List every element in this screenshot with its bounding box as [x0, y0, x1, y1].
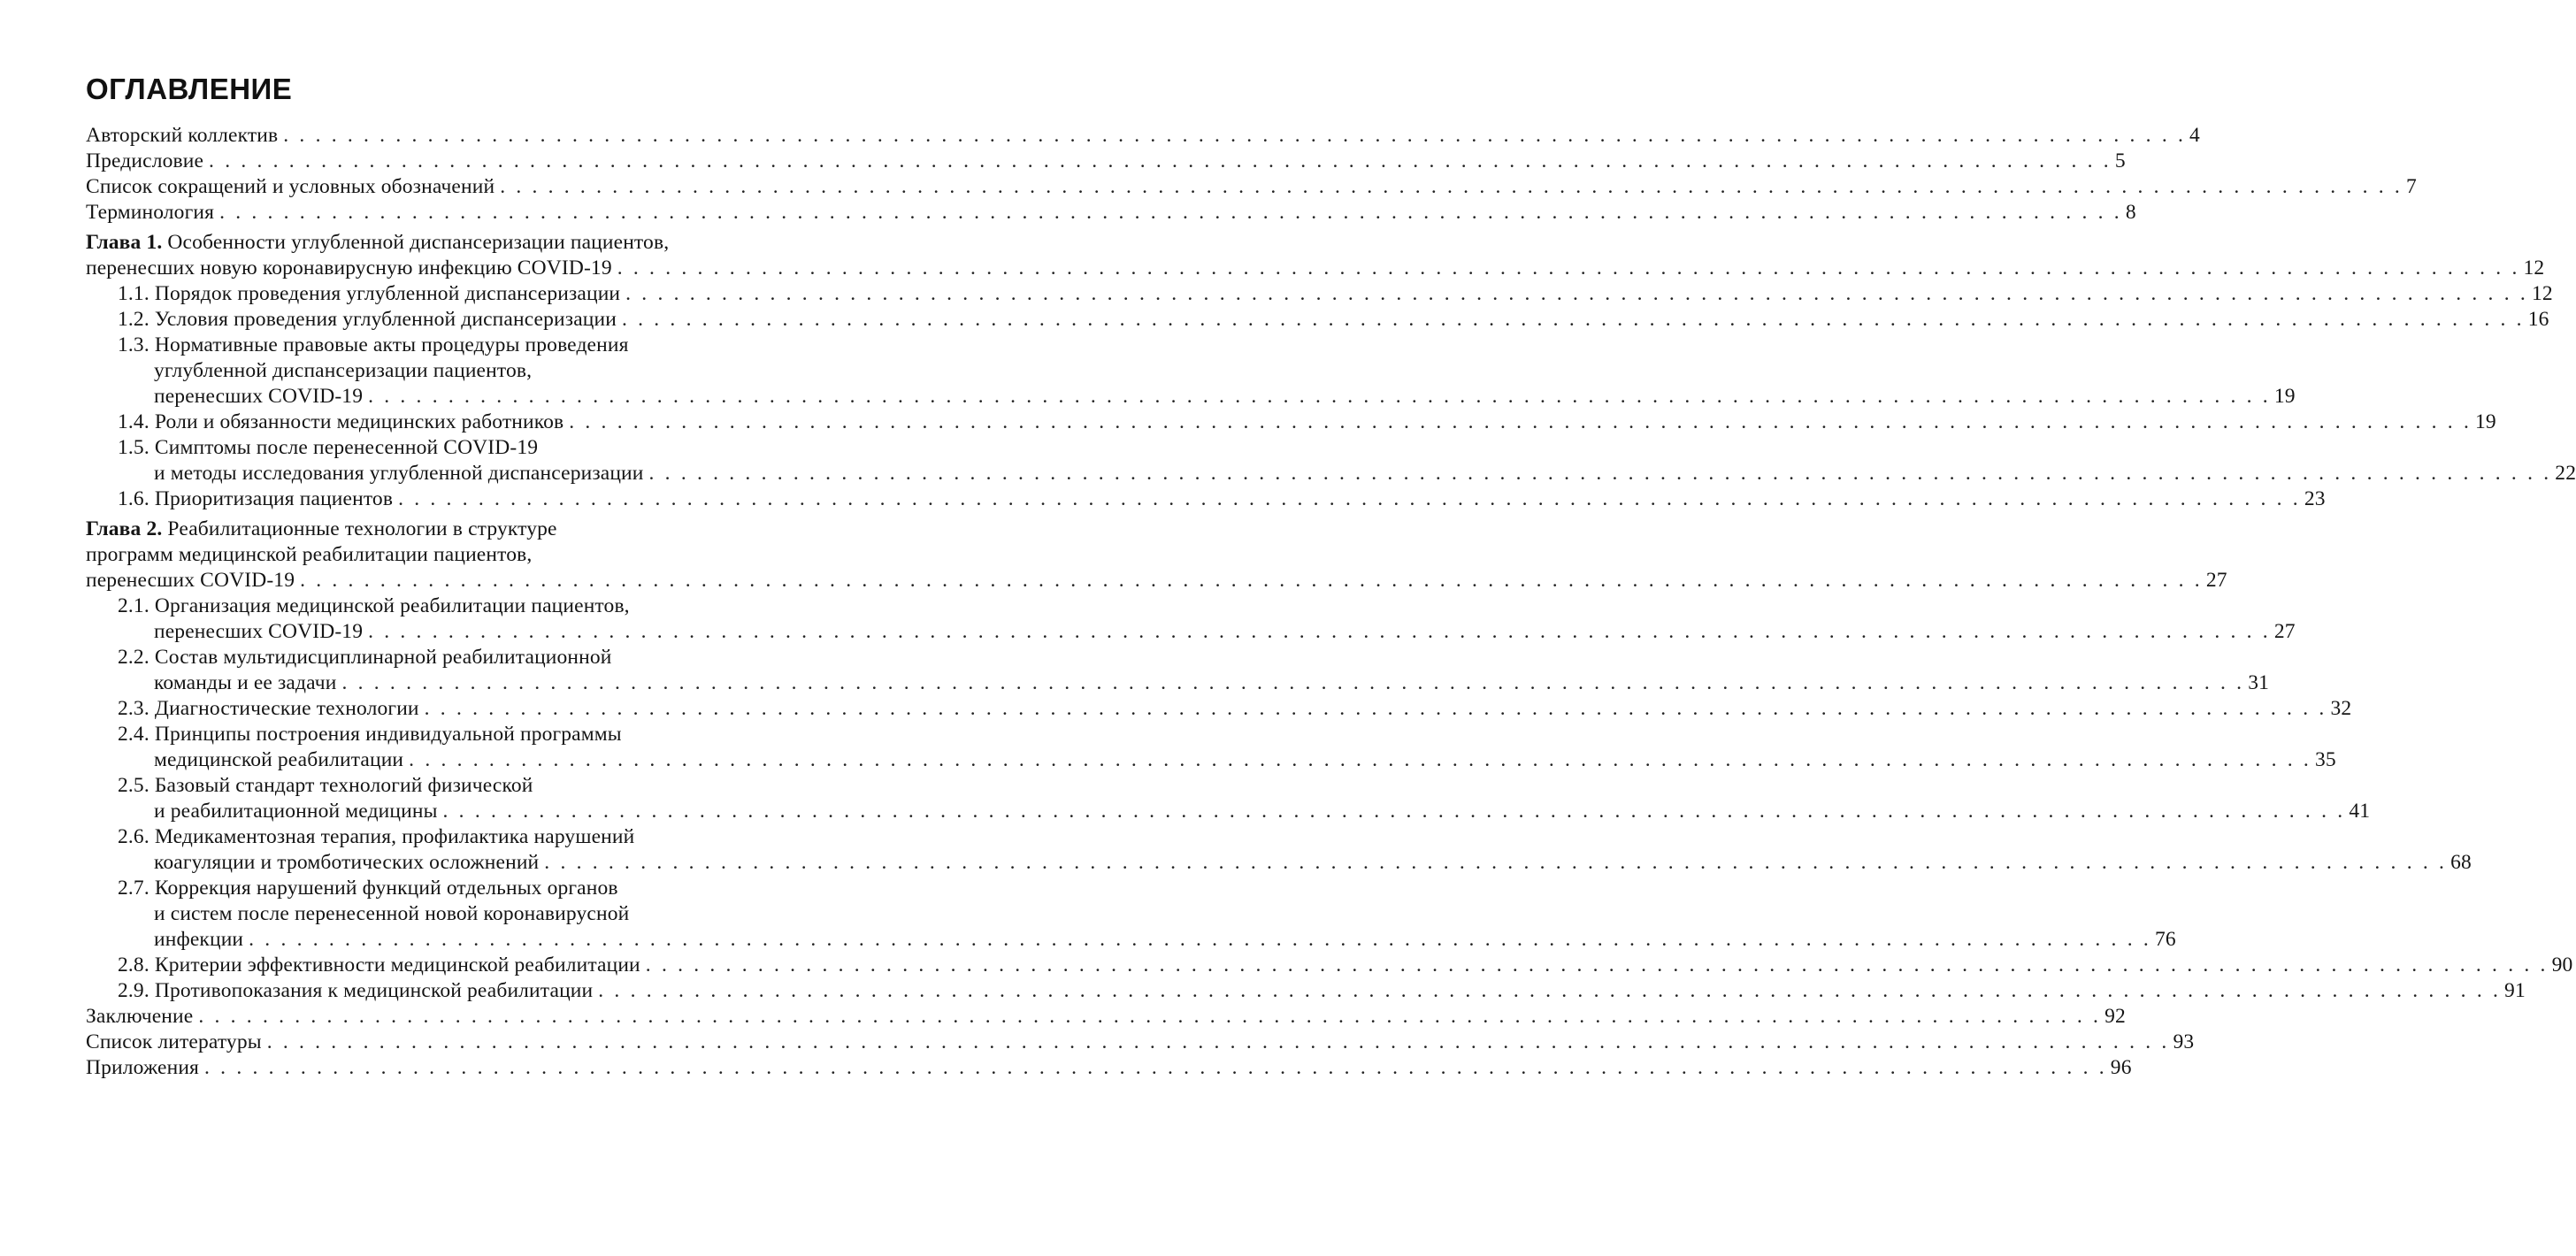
toc-page-number: 68 [2450, 851, 2472, 874]
toc-entry-title-cont: перенесших COVID-19 [86, 569, 295, 592]
dot-leader: . . . . . . . . . . . . . . . . . . . . . . . . . . . . . . . . . . . . . . . . . . . . . . . . . . . . . . . . . . . . . . . . . . . . . . . . . . . . . . . . . . . . . . . . . . . . . . . . . . . . . . . . . . . . . . . . . . . . . . . [544, 851, 2448, 874]
toc-entry-title: Условия проведения углубленной диспансеризации [154, 308, 617, 331]
dot-leader: . . . . . . . . . . . . . . . . . . . . . . . . . . . . . . . . . . . . . . . . . . . . . . . . . . . . . . . . . . . . . . . . . . . . . . . . . . . . . . . . . . . . . . . . . . . . . . . . . . . . . . . . . . . . . . . . . . . . . . . [341, 671, 2245, 694]
toc-entry-title-cont: инфекции [154, 928, 244, 951]
toc-entry-abbreviations[interactable] [86, 174, 2417, 200]
toc-entry-title: Приоритизация пациентов [154, 487, 394, 510]
toc-entry-title: Терминология [86, 201, 215, 224]
toc-entry-title: Базовый стандарт технологий физической [154, 774, 533, 797]
section-number: 2.7. [118, 877, 150, 900]
toc-entry-appendix[interactable] [86, 1055, 2132, 1081]
toc-entry-title-cont: перенесших COVID-19 [154, 620, 364, 643]
toc-entry-title: Принципы построения индивидуальной программы [154, 723, 622, 746]
toc-entry-section-2-1[interactable] [86, 594, 2296, 645]
dot-leader: . . . . . . . . . . . . . . . . . . . . . . . . . . . . . . . . . . . . . . . . . . . . . . . . . . . . . . . . . . . . . . . . . . . . . . . . . . . . . . . . . . . . . . . . . . . . . . . . . . . . . . . . . . . . . . . . . . . . . . . [209, 149, 2112, 172]
toc-entry-conclusion[interactable] [86, 1004, 2126, 1030]
toc-page-number: 19 [2273, 385, 2296, 408]
toc-entry-terminology[interactable] [86, 200, 2136, 226]
toc-entry-section-1-5[interactable] [86, 435, 2576, 486]
section-number: 2.9. [118, 979, 150, 1002]
toc-page-number: 19 [2475, 410, 2496, 433]
toc-page-number: 16 [2527, 308, 2549, 331]
toc-entry-section-1-3[interactable] [86, 333, 2296, 410]
toc-entry-title: Нормативные правовые акты процедуры проведения [154, 333, 629, 356]
toc-page-number: 96 [2110, 1056, 2132, 1079]
dot-leader: . . . . . . . . . . . . . . . . . . . . . . . . . . . . . . . . . . . . . . . . . . . . . . . . . . . . . . . . . . . . . . . . . . . . . . . . . . . . . . . . . . . . . . . . . . . . . . . . . . . . . . . . . . . . . . . . . . . . . . . [368, 620, 2271, 643]
toc-entry-title: Критерии эффективности медицинской реабилитации [154, 953, 640, 976]
section-number: 1.4. [118, 410, 150, 433]
page-title: ОГЛАВЛЕНИЕ [86, 73, 293, 105]
section-number: 2.5. [118, 774, 150, 797]
toc-page-number: 22 [2555, 462, 2576, 485]
dot-leader: . . . . . . . . . . . . . . . . . . . . . . . . . . . . . . . . . . . . . . . . . . . . . . . . . . . . . . . . . . . . . . . . . . . . . . . . . . . . . . . . . . . . . . . . . . . . . . . . . . . . . . . . . . . . . . . . . . . . . . . [266, 1030, 2170, 1053]
toc-entry-preface[interactable] [86, 149, 2126, 174]
section-number: 2.6. [118, 825, 150, 848]
dot-leader: . . . . . . . . . . . . . . . . . . . . . . . . . . . . . . . . . . . . . . . . . . . . . . . . . . . . . . . . . . . . . . . . . . . . . . . . . . . . . . . . . . . . . . . . . . . . . . . . . . . . . . . . . . . . . . . . . . . . . . . [283, 124, 2187, 147]
toc-page-number: 91 [2504, 979, 2526, 1002]
toc-entry-title: Организация медицинской реабилитации пациентов, [154, 594, 630, 617]
section-number: 2.8. [118, 953, 150, 976]
toc-page-number: 4 [2189, 124, 2200, 147]
section-number: 1.6. [118, 487, 150, 510]
toc-entry-title: Диагностические технологии [154, 697, 419, 720]
toc-page-number: 31 [2248, 671, 2270, 694]
section-number: 2.3. [118, 697, 150, 720]
toc-entry-title: Предисловие [86, 149, 204, 172]
dot-leader: . . . . . . . . . . . . . . . . . . . . . . . . . . . . . . . . . . . . . . . . . . . . . . . . . . . . . . . . . . . . . . . . . . . . . . . . . . . . . . . . . . . . . . . . . . . . . . . . . . . . . . . . . . . . . . . . . . . . . . . [409, 748, 2312, 771]
toc-page-number: 32 [2330, 697, 2352, 720]
toc-entry-section-2-9[interactable] [86, 978, 2526, 1004]
toc-page-number: 27 [2273, 620, 2296, 643]
dot-leader: . . . . . . . . . . . . . . . . . . . . . . . . . . . . . . . . . . . . . . . . . . . . . . . . . . . . . . . . . . . . . . . . . . . . . . . . . . . . . . . . . . . . . . . . . . . . . . . . . . . . . . . . . . . . . . . . . . . . . . . [219, 201, 2122, 224]
toc-page-number: 41 [2349, 800, 2371, 823]
toc-entry-section-2-4[interactable] [86, 722, 2336, 773]
toc-entry-title: Список сокращений и условных обозначений [86, 175, 495, 198]
toc-entry-section-2-7[interactable] [86, 876, 2176, 953]
toc-page-number: 90 [2551, 953, 2573, 976]
section-number: 1.1. [118, 282, 150, 305]
toc-entry-title: Реабилитационные технологии в структуре [167, 517, 557, 540]
toc-entry-title: Коррекция нарушений функций отдельных органов [154, 877, 618, 900]
toc-page-number: 5 [2114, 149, 2126, 172]
table-of-contents [86, 123, 2576, 1081]
toc-entry-section-1-6[interactable] [86, 486, 2326, 512]
toc-page-number: 7 [2405, 175, 2417, 198]
toc-entry-section-2-3[interactable] [86, 696, 2352, 722]
toc-entry-title-cont: медицинской реабилитации [154, 748, 404, 771]
toc-entry-chapter-1[interactable] [86, 230, 2545, 281]
dot-leader: . . . . . . . . . . . . . . . . . . . . . . . . . . . . . . . . . . . . . . . . . . . . . . . . . . . . . . . . . . . . . . . . . . . . . . . . . . . . . . . . . . . . . . . . . . . . . . . . . . . . . . . . . . . . . . . . . . . . . . . [617, 257, 2520, 280]
toc-page-number: 92 [2104, 1005, 2126, 1028]
toc-page-number: 35 [2314, 748, 2336, 771]
dot-leader: . . . . . . . . . . . . . . . . . . . . . . . . . . . . . . . . . . . . . . . . . . . . . . . . . . . . . . . . . . . . . . . . . . . . . . . . . . . . . . . . . . . . . . . . . . . . . . . . . . . . . . . . . . . . . . . . . . . . . . . [648, 462, 2552, 485]
toc-page-number: 23 [2304, 487, 2326, 510]
toc-entry-section-1-1[interactable] [86, 281, 2553, 307]
toc-entry-title: Роли и обязанности медицинских работников [154, 410, 564, 433]
dot-leader: . . . . . . . . . . . . . . . . . . . . . . . . . . . . . . . . . . . . . . . . . . . . . . . . . . . . . . . . . . . . . . . . . . . . . . . . . . . . . . . . . . . . . . . . . . . . . . . . . . . . . . . . . . . . . . . . . . . . . . . [569, 410, 2472, 433]
toc-entry-title: Авторский коллектив [86, 124, 279, 147]
toc-entry-title-cont: коагуляции и тромботических осложнений [154, 851, 540, 874]
chapter-label: Глава 1. [86, 231, 163, 254]
toc-entry-title: Состав мультидисциплинарной реабилитационной [154, 646, 612, 669]
toc-entry-section-2-8[interactable] [86, 953, 2573, 978]
toc-entry-section-2-5[interactable] [86, 773, 2371, 824]
toc-page-number: 12 [2531, 282, 2553, 305]
chapter-label: Глава 2. [86, 517, 163, 540]
toc-entry-title-cont: перенесших COVID-19 [154, 385, 364, 408]
toc-entry-section-2-2[interactable] [86, 645, 2270, 696]
toc-entry-title: Особенности углубленной диспансеризации пациентов, [167, 231, 670, 254]
toc-entry-title: Противопоказания к медицинской реабилитации [154, 979, 594, 1002]
dot-leader: . . . . . . . . . . . . . . . . . . . . . . . . . . . . . . . . . . . . . . . . . . . . . . . . . . . . . . . . . . . . . . . . . . . . . . . . . . . . . . . . . . . . . . . . . . . . . . . . . . . . . . . . . . . . . . . . . . . . . . . [198, 1005, 2102, 1028]
dot-leader: . . . . . . . . . . . . . . . . . . . . . . . . . . . . . . . . . . . . . . . . . . . . . . . . . . . . . . . . . . . . . . . . . . . . . . . . . . . . . . . . . . . . . . . . . . . . . . . . . . . . . . . . . . . . . . . . . . . . . . . [424, 697, 2327, 720]
toc-entry-title: Список литературы [86, 1030, 262, 1053]
toc-page-number: 8 [2125, 201, 2136, 224]
toc-entry-title-cont: перенесших новую коронавирусную инфекцию COVID-19 [86, 257, 612, 280]
toc-page-number: 12 [2523, 257, 2545, 280]
toc-entry-section-1-2[interactable] [86, 307, 2549, 333]
toc-entry-title: Медикаментозная терапия, профилактика нарушений [154, 825, 635, 848]
toc-entry-title: Заключение [86, 1005, 194, 1028]
toc-entry-section-1-4[interactable] [86, 410, 2496, 435]
section-number: 1.3. [118, 333, 150, 356]
dot-leader: . . . . . . . . . . . . . . . . . . . . . . . . . . . . . . . . . . . . . . . . . . . . . . . . . . . . . . . . . . . . . . . . . . . . . . . . . . . . . . . . . . . . . . . . . . . . . . . . . . . . . . . . . . . . . . . . . . . . . . . [645, 953, 2549, 976]
toc-entry-title-cont: программ медицинской реабилитации пациентов, [86, 543, 533, 566]
dot-leader: . . . . . . . . . . . . . . . . . . . . . . . . . . . . . . . . . . . . . . . . . . . . . . . . . . . . . . . . . . . . . . . . . . . . . . . . . . . . . . . . . . . . . . . . . . . . . . . . . . . . . . . . . . . . . . . . . . . . . . . [368, 385, 2271, 408]
dot-leader: . . . . . . . . . . . . . . . . . . . . . . . . . . . . . . . . . . . . . . . . . . . . . . . . . . . . . . . . . . . . . . . . . . . . . . . . . . . . . . . . . . . . . . . . . . . . . . . . . . . . . . . . . . . . . . . . . . . . . . . [204, 1056, 2107, 1079]
toc-page-number: 27 [2205, 569, 2227, 592]
dot-leader: . . . . . . . . . . . . . . . . . . . . . . . . . . . . . . . . . . . . . . . . . . . . . . . . . . . . . . . . . . . . . . . . . . . . . . . . . . . . . . . . . . . . . . . . . . . . . . . . . . . . . . . . . . . . . . . . . . . . . . . [398, 487, 2301, 510]
toc-page-number: 93 [2173, 1030, 2195, 1053]
dot-leader: . . . . . . . . . . . . . . . . . . . . . . . . . . . . . . . . . . . . . . . . . . . . . . . . . . . . . . . . . . . . . . . . . . . . . . . . . . . . . . . . . . . . . . . . . . . . . . . . . . . . . . . . . . . . . . . . . . . . . . . [500, 175, 2403, 198]
toc-entry-title-cont: углубленной диспансеризации пациентов, [154, 359, 533, 382]
dot-leader: . . . . . . . . . . . . . . . . . . . . . . . . . . . . . . . . . . . . . . . . . . . . . . . . . . . . . . . . . . . . . . . . . . . . . . . . . . . . . . . . . . . . . . . . . . . . . . . . . . . . . . . . . . . . . . . . . . . . . . . [249, 928, 2151, 951]
dot-leader: . . . . . . . . . . . . . . . . . . . . . . . . . . . . . . . . . . . . . . . . . . . . . . . . . . . . . . . . . . . . . . . . . . . . . . . . . . . . . . . . . . . . . . . . . . . . . . . . . . . . . . . . . . . . . . . . . . . . . . . [300, 569, 2203, 592]
toc-entry-title: Симптомы после перенесенной COVID-19 [154, 436, 539, 459]
toc-page-number: 76 [2154, 928, 2176, 951]
dot-leader: . . . . . . . . . . . . . . . . . . . . . . . . . . . . . . . . . . . . . . . . . . . . . . . . . . . . . . . . . . . . . . . . . . . . . . . . . . . . . . . . . . . . . . . . . . . . . . . . . . . . . . . . . . . . . . . . . . . . . . . [621, 308, 2525, 331]
toc-entry-title-cont: и методы исследования углубленной диспансеризации [154, 462, 644, 485]
section-number: 1.5. [118, 436, 150, 459]
toc-entry-title: Порядок проведения углубленной диспансеризации [154, 282, 621, 305]
section-number: 2.1. [118, 594, 150, 617]
toc-entry-title-cont: и реабилитационной медицины [154, 800, 438, 823]
toc-entry-references[interactable] [86, 1030, 2195, 1055]
dot-leader: . . . . . . . . . . . . . . . . . . . . . . . . . . . . . . . . . . . . . . . . . . . . . . . . . . . . . . . . . . . . . . . . . . . . . . . . . . . . . . . . . . . . . . . . . . . . . . . . . . . . . . . . . . . . . . . . . . . . . . . [598, 979, 2502, 1002]
section-number: 1.2. [118, 308, 150, 331]
toc-entry-authors[interactable] [86, 123, 2200, 149]
toc-entry-title: Приложения [86, 1056, 200, 1079]
toc-entry-title-cont: команды и ее задачи [154, 671, 337, 694]
toc-entry-title-cont: и систем после перенесенной новой коронавирусной [154, 902, 630, 925]
dot-leader: . . . . . . . . . . . . . . . . . . . . . . . . . . . . . . . . . . . . . . . . . . . . . . . . . . . . . . . . . . . . . . . . . . . . . . . . . . . . . . . . . . . . . . . . . . . . . . . . . . . . . . . . . . . . . . . . . . . . . . . [625, 282, 2528, 305]
toc-entry-section-2-6[interactable] [86, 824, 2472, 876]
toc-entry-chapter-2[interactable] [86, 517, 2227, 594]
section-number: 2.2. [118, 646, 150, 669]
dot-leader: . . . . . . . . . . . . . . . . . . . . . . . . . . . . . . . . . . . . . . . . . . . . . . . . . . . . . . . . . . . . . . . . . . . . . . . . . . . . . . . . . . . . . . . . . . . . . . . . . . . . . . . . . . . . . . . . . . . . . . . [442, 800, 2346, 823]
section-number: 2.4. [118, 723, 150, 746]
